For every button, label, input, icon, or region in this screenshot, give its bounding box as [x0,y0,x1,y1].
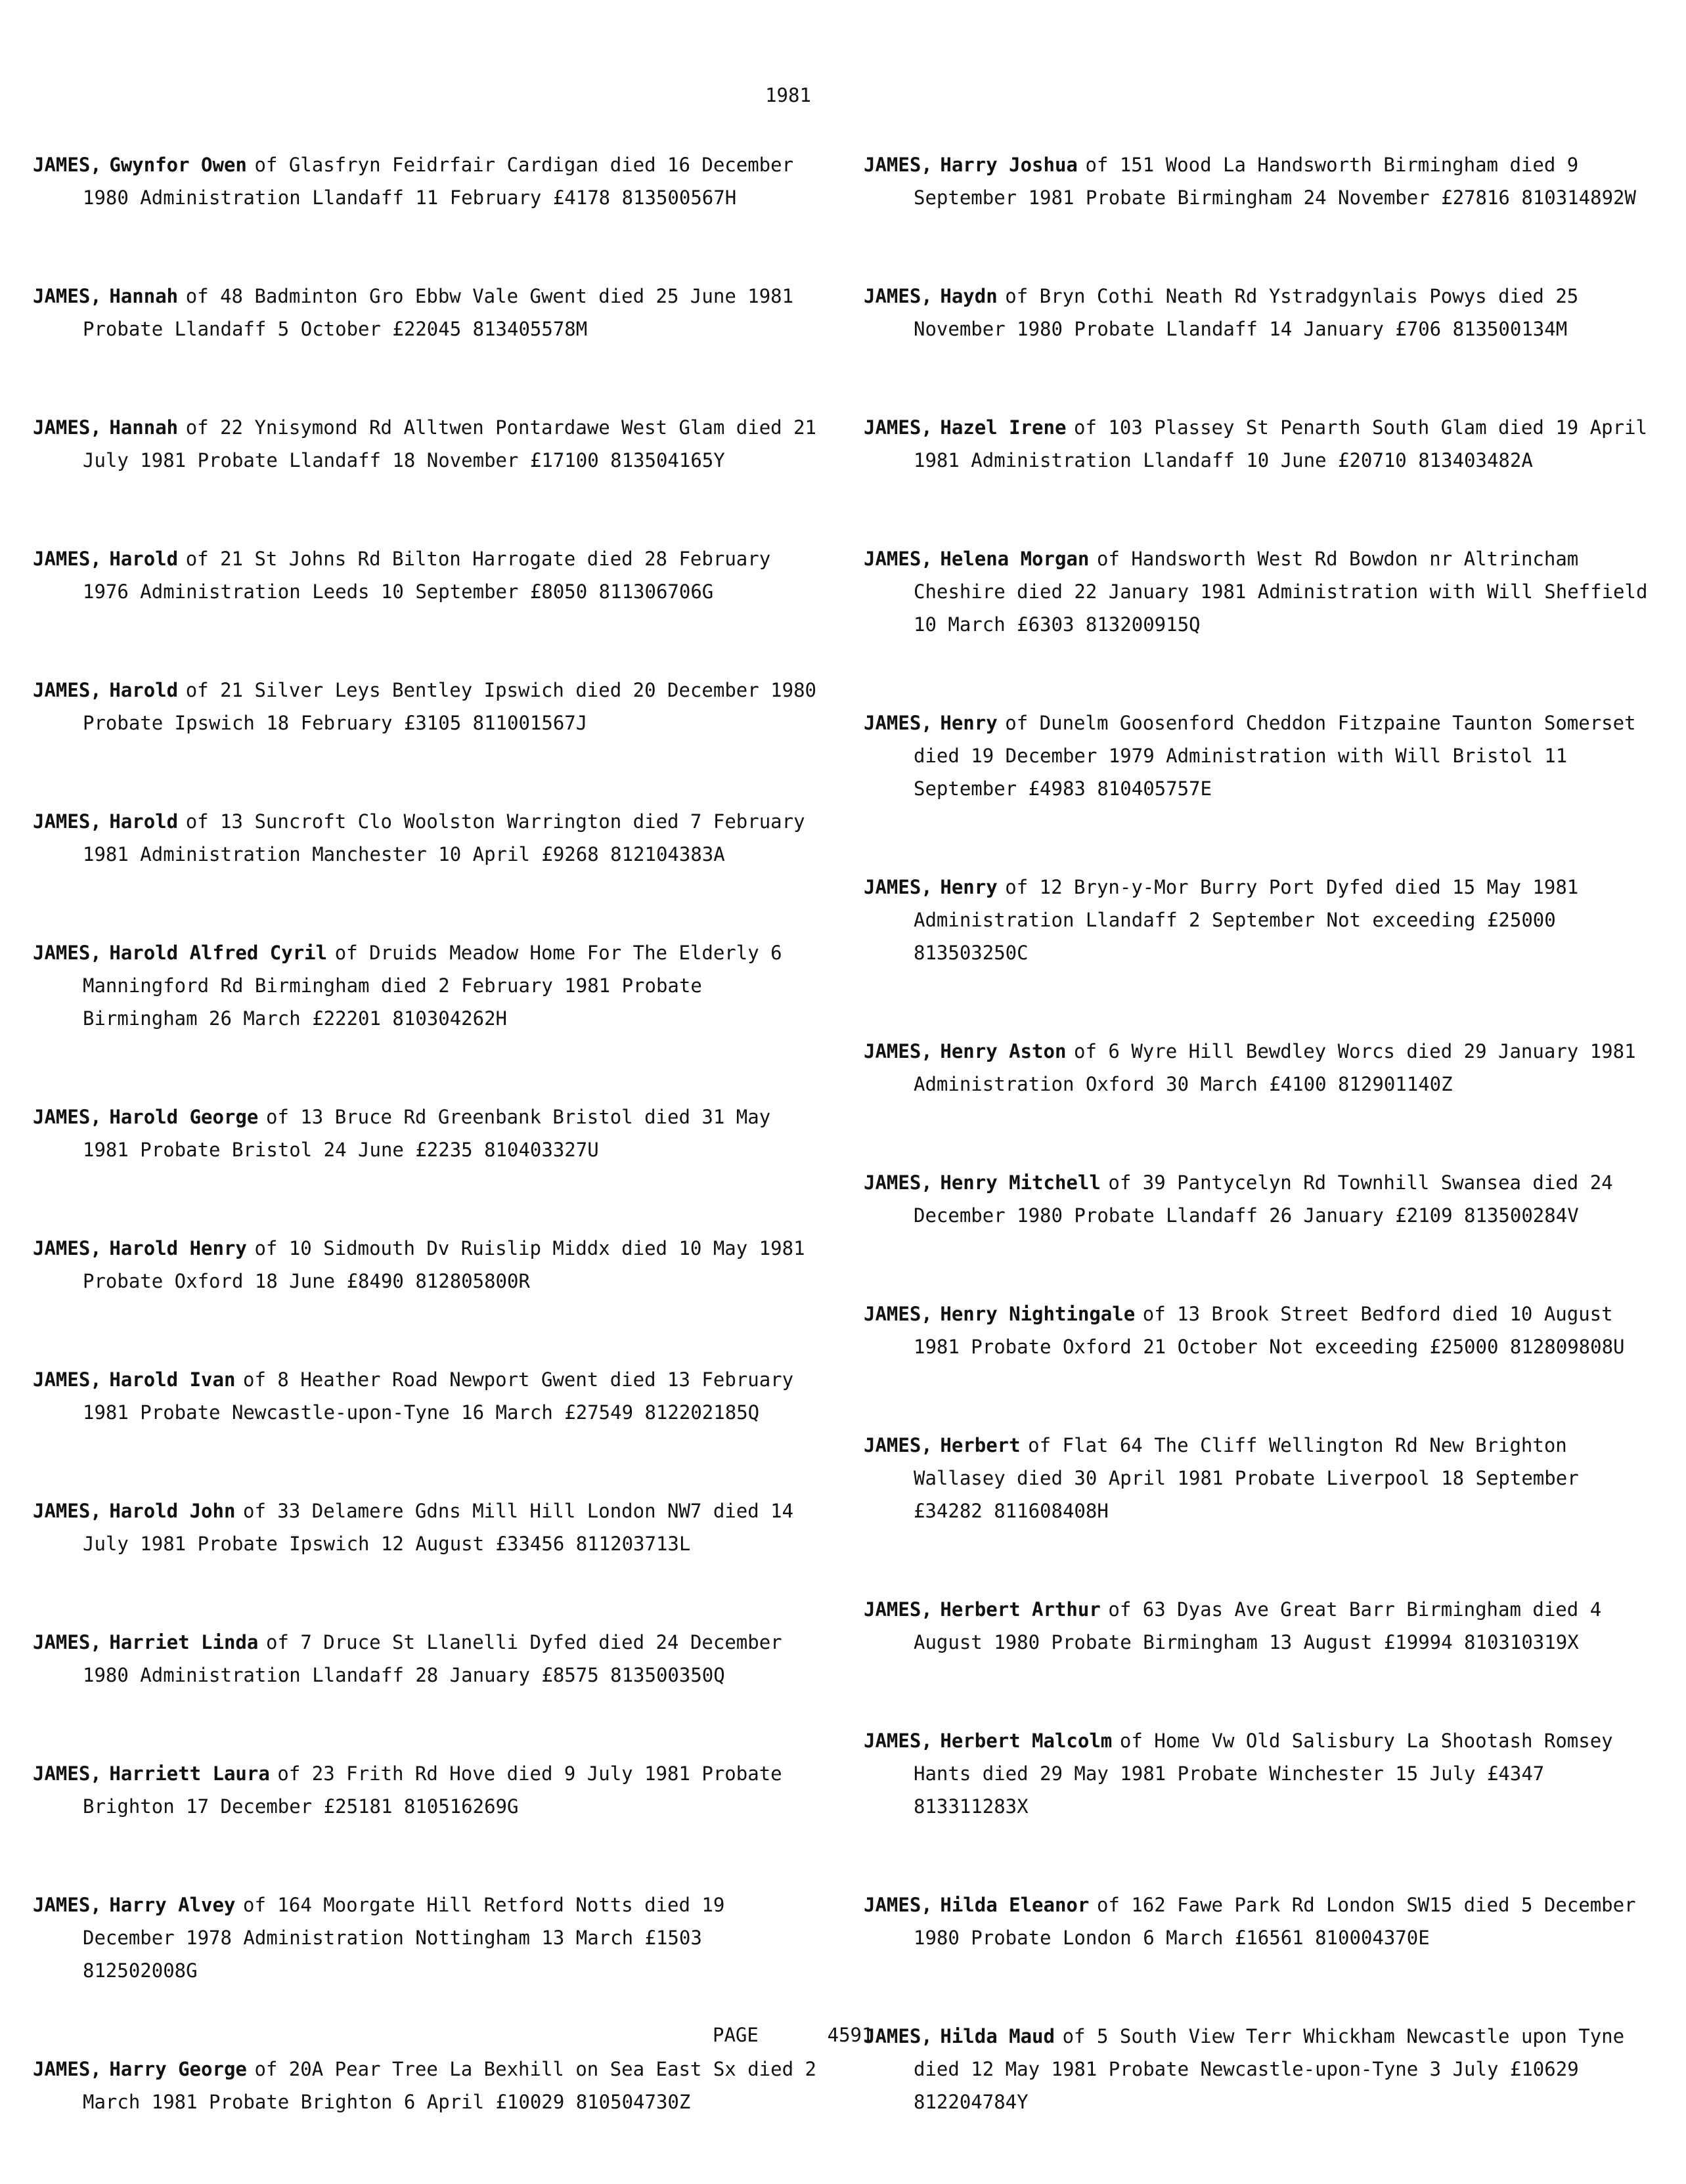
entry-details: of 5 South View Terr Whickham Newcastle upon Tyne died 12 May 1981 Probate Newcastle-upon-Tyne 3 July £10629 812204784Y [914,2025,1625,2113]
probate-entry [33,542,821,608]
entry-surname: JAMES, [33,1106,102,1128]
entry-details: of 33 Delamere Gdns Mill Hill London NW7 died 14 July 1981 Probate Ipswich 12 August £33456 811203713L [83,1500,794,1555]
entry-details: of Bryn Cothi Neath Rd Ystradgynlais Powys died 25 November 1980 Probate Llandaff 14 January £706 813500134M [914,285,1579,340]
entry-details: of Dunelm Goosenford Cheddon Fitzpaine Taunton Somerset died 19 December 1979 Administration with Will Bristol 11 September £4983 810405757E [914,712,1636,800]
entry-details: of 48 Badminton Gro Ebbw Vale Gwent died 25 June 1981 Probate Llandaff 5 October £22045 813405578M [83,285,794,340]
entry-details: of 10 Sidmouth Dv Ruislip Middx died 10 May 1981 Probate Oxford 18 June £8490 812805800R [83,1237,805,1292]
probate-entry [864,1298,1652,1363]
probate-entry [33,1232,821,1298]
entry-given-names: Hannah [109,416,179,439]
entry-surname: JAMES, [864,1894,933,1916]
entry-surname: JAMES, [33,1368,102,1391]
entry-given-names: Harriet Linda [109,1631,259,1653]
entry-details: of 162 Fawe Park Rd London SW15 died 5 December 1980 Probate London 6 March £16561 810004370E [914,1894,1636,1949]
entry-details: of 13 Bruce Rd Greenbank Bristol died 31 May 1981 Probate Bristol 24 June £2235 810403327U [83,1106,771,1161]
entry-surname: JAMES, [864,548,933,570]
entry-details: of Home Vw Old Salisbury La Shootash Romsey Hants died 29 May 1981 Probate Winchester 15 July £4347 813311283X [914,1730,1613,1818]
probate-entry [33,674,821,739]
entry-details: of 63 Dyas Ave Great Barr Birmingham died 4 August 1980 Probate Birmingham 13 August £19994 810310319X [914,1598,1602,1653]
entry-details: of 13 Suncroft Clo Woolston Warrington died 7 February 1981 Administration Manchester 10 April £9268 812104383A [83,810,805,865]
entry-surname: JAMES, [864,1730,933,1752]
entry-surname: JAMES, [33,1500,102,1522]
entry-given-names: Harold Alfred Cyril [109,942,328,964]
entry-given-names: Harry George [109,2058,247,2080]
entry-surname: JAMES, [33,679,102,701]
entry-details: of 7 Druce St Llanelli Dyfed died 24 December 1980 Administration Llandaff 28 January £8575 813500350Q [83,1631,782,1686]
page-number: 4591 [827,2024,874,2046]
entry-given-names: Hilda Maud [940,2025,1055,2047]
probate-entry [864,411,1652,477]
entry-given-names: Herbert [940,1434,1021,1456]
entry-surname: JAMES, [33,942,102,964]
probate-entry [33,148,821,214]
probate-entry [33,280,821,345]
probate-entry [864,1166,1652,1232]
entry-given-names: Herbert Malcolm [940,1730,1113,1752]
entry-given-names: Harold [109,679,179,701]
entry-given-names: Gwynfor Owen [109,154,247,176]
entry-surname: JAMES, [33,285,102,307]
page-label: PAGE [713,2024,759,2046]
probate-entry [864,2020,1652,2118]
entry-surname: JAMES, [864,1171,933,1194]
entry-given-names: Henry [940,712,998,734]
entry-given-names: Harry Joshua [940,154,1078,176]
right-column [864,148,1652,2184]
entry-details: of Druids Meadow Home For The Elderly 6 Manningford Rd Birmingham died 2 February 1981 Probate Birmingham 26 March £22201 810304262H [83,942,782,1030]
entry-surname: JAMES, [33,1237,102,1259]
entry-details: of 21 St Johns Rd Bilton Harrogate died 28 February 1976 Administration Leeds 10 September £8050 811306706G [83,548,771,603]
entry-details: of 103 Plassey St Penarth South Glam died 19 April 1981 Administration Llandaff 10 June £20710 813403482A [914,416,1647,471]
entry-surname: JAMES, [33,548,102,570]
entry-given-names: Harold George [109,1106,259,1128]
probate-entry [864,871,1652,969]
probate-entry [33,1889,821,1987]
entry-given-names: Hannah [109,285,179,307]
probate-entry [864,542,1652,641]
probate-entry [864,1889,1652,1954]
probate-entry [864,1429,1652,1527]
entry-surname: JAMES, [864,285,933,307]
entry-given-names: Hazel Irene [940,416,1067,439]
entry-given-names: Harold [109,548,179,570]
probate-entry [864,148,1652,214]
entry-given-names: Harold [109,810,179,833]
entry-surname: JAMES, [864,1303,933,1325]
entry-details: of 12 Bryn-y-Mor Burry Port Dyfed died 15 May 1981 Administration Llandaff 2 September Not exceeding £25000 813503250C [914,876,1579,964]
entry-given-names: Harold Henry [109,1237,247,1259]
entry-details: of 164 Moorgate Hill Retford Notts died 19 December 1978 Administration Nottingham 13 March £1503 812502008G [83,1894,725,1982]
entry-given-names: Herbert Arthur [940,1598,1101,1621]
entry-surname: JAMES, [864,1598,933,1621]
probate-entry [864,280,1652,345]
entry-surname: JAMES, [864,876,933,898]
entry-given-names: Helena Morgan [940,548,1090,570]
entry-given-names: Harry Alvey [109,1894,236,1916]
entry-given-names: Harriett Laura [109,1762,270,1785]
entry-surname: JAMES, [864,1040,933,1062]
entry-details: of 13 Brook Street Bedford died 10 August 1981 Probate Oxford 21 October Not exceeding £25000 812809808U [914,1303,1625,1358]
entry-details: of 21 Silver Leys Bentley Ipswich died 20 December 1980 Probate Ipswich 18 February £3105 811001567J [83,679,816,734]
entry-surname: JAMES, [33,1631,102,1653]
probate-entry [864,1593,1652,1659]
entry-given-names: Harold John [109,1500,236,1522]
left-column [33,148,821,2184]
entry-details: of 6 Wyre Hill Bewdley Worcs died 29 January 1981 Administration Oxford 30 March £4100 812901140Z [914,1040,1636,1095]
entry-given-names: Hilda Eleanor [940,1894,1090,1916]
entry-details: of 151 Wood La Handsworth Birmingham died 9 September 1981 Probate Birmingham 24 November £27816 810314892W [914,154,1636,209]
probate-entry [33,1101,821,1166]
entry-surname: JAMES, [864,416,933,439]
entry-details: of Glasfryn Feidrfair Cardigan died 16 December 1980 Administration Llandaff 11 February £4178 813500567H [83,154,794,209]
entry-surname: JAMES, [33,1894,102,1916]
entry-given-names: Henry Nightingale [940,1303,1136,1325]
entry-details: of 22 Ynisymond Rd Alltwen Pontardawe West Glam died 21 July 1981 Probate Llandaff 18 November £17100 813504165Y [83,416,816,471]
entry-surname: JAMES, [864,712,933,734]
probate-entry [864,1724,1652,1823]
entry-surname: JAMES, [33,416,102,439]
entry-surname: JAMES, [33,1762,102,1785]
entry-details: of 23 Frith Rd Hove died 9 July 1981 Probate Brighton 17 December £25181 810516269G [83,1762,782,1818]
entry-given-names: Henry Mitchell [940,1171,1101,1194]
probate-entry [864,1035,1652,1101]
entry-given-names: Harold Ivan [109,1368,236,1391]
page-footer [713,2024,873,2046]
probate-entry [33,1363,821,1429]
entry-given-names: Henry [940,876,998,898]
probate-entry [33,1626,821,1692]
entry-details: of Flat 64 The Cliff Wellington Rd New Brighton Wallasey died 30 April 1981 Probate Liverpool 18 September £34282 811608408H [914,1434,1579,1522]
entry-details: of Handsworth West Rd Bowdon nr Altrincham Cheshire died 22 January 1981 Administration with Will Sheffield 10 March £6303 813200915Q [914,548,1648,636]
entry-surname: JAMES, [33,810,102,833]
probate-entry [33,1757,821,1823]
entry-surname: JAMES, [864,1434,933,1456]
entry-surname: JAMES, [33,154,102,176]
page-year-heading: 1981 [765,84,811,106]
probate-entry [33,2053,821,2118]
entry-details: of 8 Heather Road Newport Gwent died 13 February 1981 Probate Newcastle-upon-Tyne 16 March £27549 812202185Q [83,1368,794,1424]
probate-entry [33,411,821,477]
entry-given-names: Haydn [940,285,998,307]
entry-given-names: Henry Aston [940,1040,1067,1062]
entry-surname: JAMES, [864,154,933,176]
entry-details: of 20A Pear Tree La Bexhill on Sea East Sx died 2 March 1981 Probate Brighton 6 April £10029 810504730Z [83,2058,816,2113]
probate-entry [33,936,821,1035]
probate-entry [33,1495,821,1560]
entry-surname: JAMES, [33,2058,102,2080]
probate-entry [864,707,1652,805]
entry-surname: JAMES, [864,2025,933,2047]
probate-entry [33,805,821,871]
entry-details: of 39 Pantycelyn Rd Townhill Swansea died 24 December 1980 Probate Llandaff 26 January £2109 813500284V [914,1171,1613,1227]
